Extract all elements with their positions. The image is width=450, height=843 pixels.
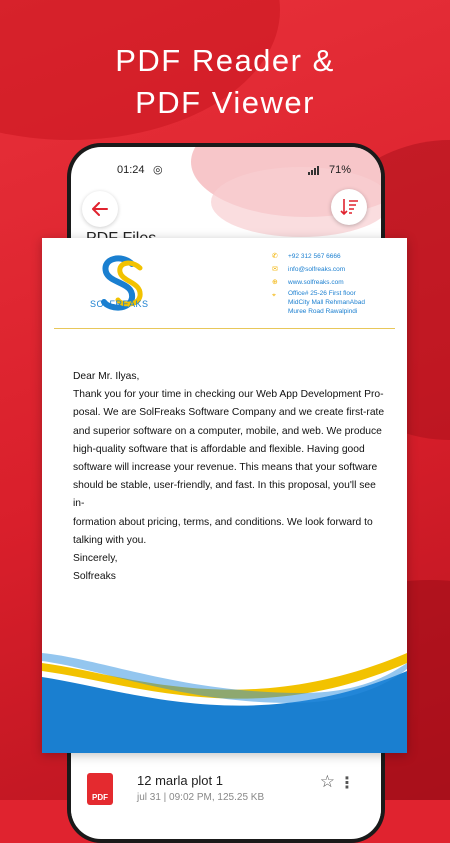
letter-line: high-quality software that is affordable and flexible. Having good bbox=[73, 443, 365, 455]
letter-line: talking with you. bbox=[73, 534, 147, 546]
back-button[interactable] bbox=[82, 191, 118, 227]
location-icon: ⌖ bbox=[272, 292, 276, 299]
letter-closing: Sincerely, bbox=[73, 553, 118, 565]
letter-signature: Solfreaks bbox=[73, 571, 116, 583]
status-bar bbox=[71, 161, 381, 181]
star-icon[interactable]: ☆ bbox=[319, 772, 335, 791]
letter-body bbox=[73, 368, 388, 586]
address-line-3: Muree Road Rawalpindi bbox=[288, 308, 358, 315]
phone-icon: ✆ bbox=[272, 253, 278, 260]
sort-button[interactable] bbox=[331, 189, 367, 225]
email-icon: ✉ bbox=[272, 266, 278, 273]
footer-waves bbox=[42, 633, 407, 753]
status-time: 01:24 bbox=[117, 164, 145, 176]
letter-line: and superior software on a computer, mobile, and web. We produce bbox=[73, 425, 382, 437]
signal-icon bbox=[308, 165, 319, 175]
pdf-file-icon: PDF bbox=[87, 773, 113, 805]
letter-line: posal. We are SolFreaks Software Company and we create first-rate bbox=[73, 407, 385, 419]
web-icon: ⊕ bbox=[272, 279, 278, 286]
headline-line-1: PDF Reader & bbox=[115, 43, 335, 78]
contact-phone: +92 312 567 6666 bbox=[288, 253, 341, 260]
headline-line-2: PDF Viewer bbox=[135, 85, 315, 120]
letterhead-divider bbox=[54, 328, 395, 329]
letter-line: formation about pricing, terms, and conditions. We look forward to bbox=[73, 516, 373, 528]
company-logo-text: SOLFREAKS bbox=[90, 299, 149, 309]
contact-email: info@solfreaks.com bbox=[288, 266, 346, 273]
sort-icon bbox=[339, 198, 359, 216]
letter-line: should be stable, user-friendly, and fast. In this proposal, you'll see in- bbox=[73, 480, 376, 510]
instagram-icon: ◎ bbox=[153, 164, 163, 176]
file-meta: jul 31 | 09:02 PM, 125.25 KB bbox=[137, 792, 265, 803]
address-line-2: MidCity Mall RehmanAbad bbox=[288, 299, 365, 306]
battery-level: 71% bbox=[328, 164, 351, 176]
promo-headline bbox=[0, 40, 450, 124]
file-name: 12 marla plot 1 bbox=[137, 773, 223, 788]
file-list-item[interactable] bbox=[71, 767, 381, 827]
address-line-1: Office# 25-26 First floor bbox=[288, 290, 356, 297]
contact-block bbox=[272, 250, 365, 316]
letter-line: Thank you for your time in checking our Web App Development Pro- bbox=[73, 389, 384, 401]
contact-website: www.solfreaks.com bbox=[288, 279, 344, 286]
pdf-document-preview bbox=[42, 238, 407, 753]
letter-greeting: Dear Mr. Ilyas, bbox=[73, 371, 140, 382]
letter-line: software will increase your revenue. This means that your software bbox=[73, 462, 378, 474]
arrow-left-icon bbox=[92, 202, 108, 216]
more-options-icon[interactable]: ⋮ bbox=[339, 775, 355, 792]
